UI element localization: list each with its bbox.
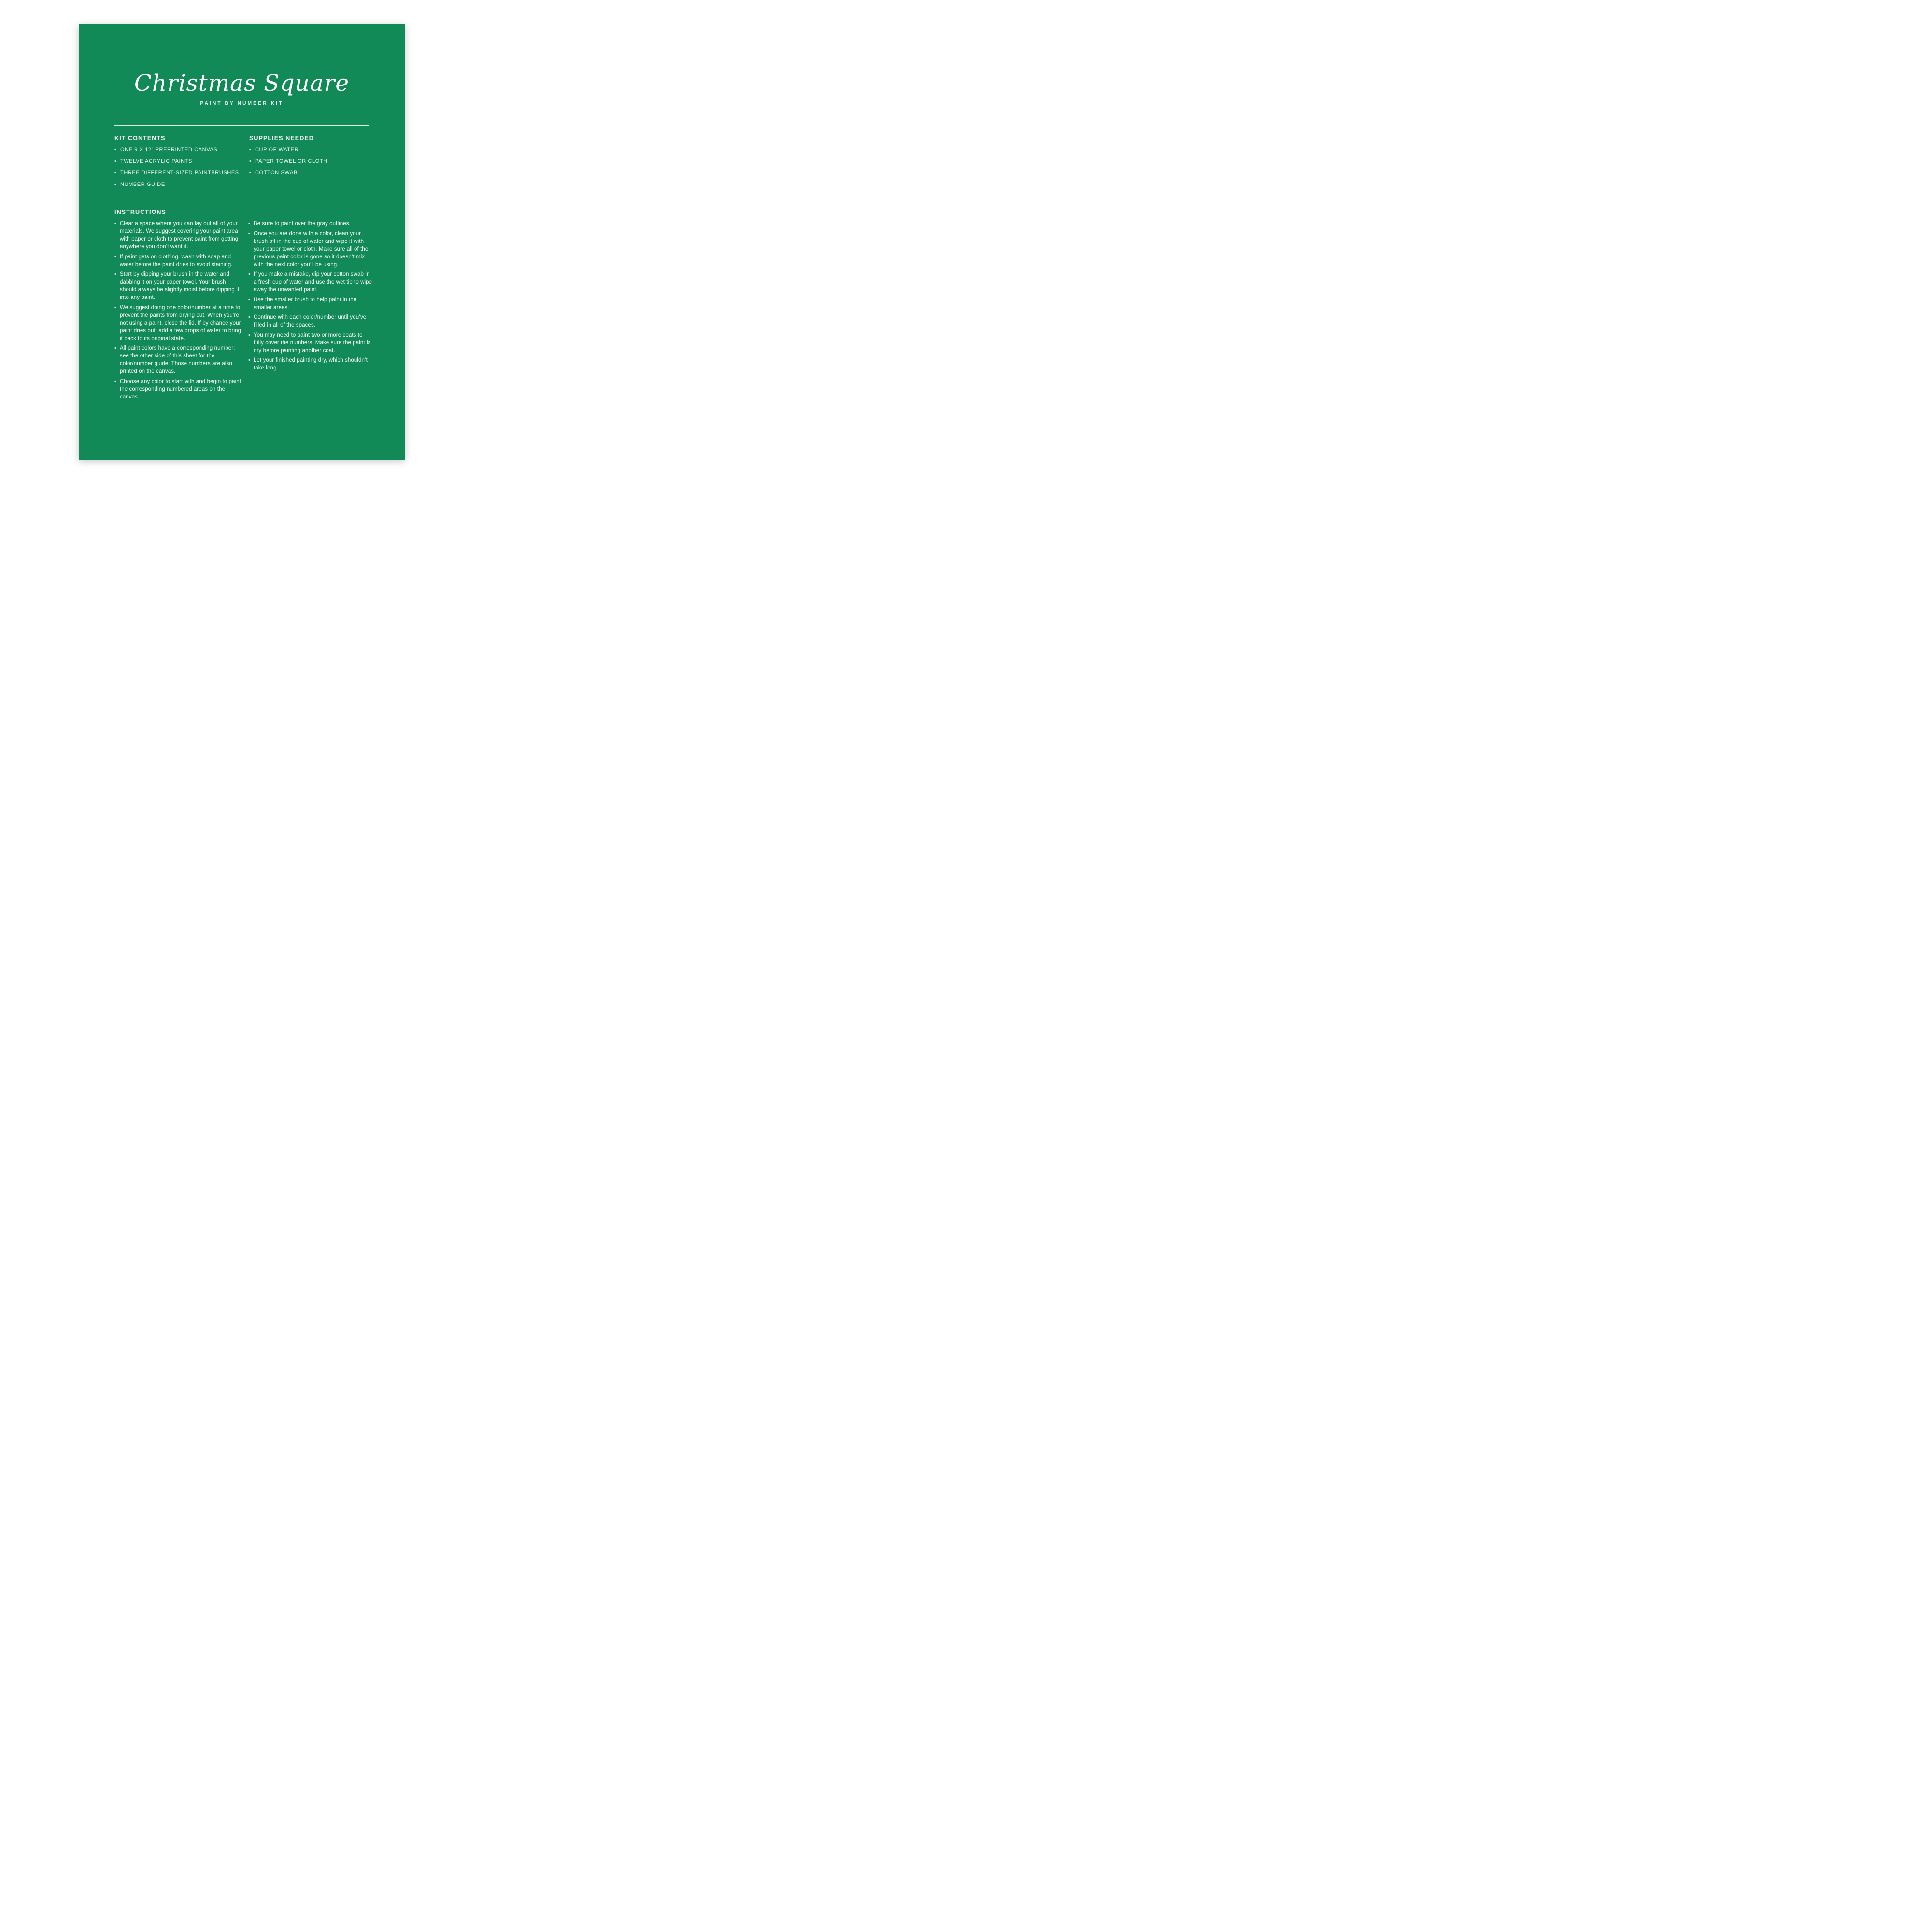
list-item bbox=[249, 144, 370, 156]
supply-item-label: CUP OF WATER bbox=[255, 147, 299, 153]
bullet-icon: • bbox=[248, 332, 250, 338]
bullet-icon: • bbox=[248, 271, 250, 277]
bullet-icon: • bbox=[114, 378, 116, 384]
list-item bbox=[248, 331, 373, 355]
page-title: Christmas Square bbox=[134, 70, 350, 97]
divider-top bbox=[114, 125, 369, 126]
instruction-text: Use the smaller brush to help paint in the smaller areas. bbox=[254, 297, 357, 311]
kit-item-label: THREE DIFFERENT-SIZED PAINTBRUSHES bbox=[120, 170, 239, 176]
instructions-left-column bbox=[114, 220, 242, 403]
supplies-needed-list bbox=[249, 144, 370, 179]
list-item bbox=[114, 167, 245, 179]
bullet-icon: • bbox=[114, 182, 117, 187]
bullet-icon: • bbox=[248, 357, 250, 363]
list-item bbox=[114, 304, 242, 342]
instruction-text: We suggest doing one color/number at a time to prevent the paints from drying out. When you’re not using a paint, close the lid. If by chance your paint dries out, add a few drops of water to bring it back to its original state. bbox=[120, 304, 242, 341]
bullet-icon: • bbox=[114, 304, 116, 311]
instruction-text: You may need to paint two or more coats to fully cover the numbers. Make sure the paint is dry before painting another coat. bbox=[254, 332, 371, 354]
list-item bbox=[248, 220, 373, 227]
bullet-icon: • bbox=[114, 170, 117, 176]
list-item bbox=[248, 356, 373, 372]
instruction-text: Be sure to paint over the gray outlines. bbox=[254, 221, 351, 227]
bullet-icon: • bbox=[248, 297, 250, 303]
bullet-icon: • bbox=[249, 170, 252, 176]
kit-item-label: TWELVE ACRYLIC PAINTS bbox=[120, 158, 192, 164]
list-item bbox=[114, 179, 245, 190]
bullet-icon: • bbox=[248, 314, 250, 320]
instructions-heading: INSTRUCTIONS bbox=[114, 209, 166, 215]
kit-contents-heading: KIT CONTENTS bbox=[114, 135, 166, 142]
bullet-icon: • bbox=[249, 147, 252, 153]
list-item bbox=[114, 270, 242, 301]
list-item bbox=[248, 270, 373, 294]
supply-item-label: COTTON SWAB bbox=[255, 170, 298, 176]
instruction-text: Choose any color to start with and begin to paint the corresponding numbered areas on the canvas. bbox=[120, 378, 242, 400]
list-item bbox=[114, 220, 242, 251]
instruction-sheet bbox=[79, 24, 405, 460]
bullet-icon: • bbox=[114, 254, 116, 260]
list-item bbox=[248, 230, 373, 269]
instruction-text: Start by dipping your brush in the water and dabbing it on your paper towel. Your brush should always be slightly moist before dipping it into any paint. bbox=[120, 271, 240, 300]
instruction-text: Once you are done with a color, clean your brush off in the cup of water and wipe it with your paper towel or cloth. Make sure all of the previous paint color is gone so it doesn’t mix with the next color you’ll be using. bbox=[254, 230, 369, 268]
instruction-text: Clear a space where you can lay out all of your materials. We suggest covering your paint area with paper or cloth to prevent paint from getting anywhere you don’t want it. bbox=[120, 221, 239, 250]
list-item bbox=[114, 344, 242, 375]
list-item bbox=[249, 167, 370, 179]
list-item bbox=[114, 144, 245, 156]
bullet-icon: • bbox=[114, 221, 116, 227]
list-item bbox=[114, 253, 242, 269]
instruction-text: All paint colors have a corresponding number; see the other side of this sheet for the color/number guide. Those numbers are also printed on the canvas. bbox=[120, 345, 235, 374]
bullet-icon: • bbox=[114, 158, 117, 164]
list-item bbox=[248, 296, 373, 312]
bullet-icon: • bbox=[114, 271, 116, 277]
list-item bbox=[248, 313, 373, 329]
bullet-icon: • bbox=[249, 158, 252, 164]
bullet-icon: • bbox=[114, 345, 116, 351]
list-item bbox=[249, 156, 370, 167]
instruction-text: Continue with each color/number until you’ve filled in all of the spaces. bbox=[254, 314, 367, 328]
list-item bbox=[114, 156, 245, 167]
kit-item-label: ONE 9 X 12” PREPRINTED CANVAS bbox=[120, 147, 218, 153]
kit-contents-list bbox=[114, 144, 245, 190]
list-item bbox=[114, 378, 242, 401]
instruction-text: If you make a mistake, dip your cotton swab in a fresh cup of water and use the wet tip to wipe away the unwanted paint. bbox=[254, 271, 372, 293]
bullet-icon: • bbox=[248, 230, 250, 237]
instructions-right-column bbox=[248, 220, 373, 374]
bullet-icon: • bbox=[114, 147, 117, 153]
instruction-text: Let your finished painting dry, which shouldn’t take long. bbox=[254, 357, 368, 371]
page-subtitle: PAINT BY NUMBER KIT bbox=[200, 101, 284, 106]
instruction-text: If paint gets on clothing, wash with soap and water before the paint dries to avoid staining. bbox=[120, 254, 233, 268]
supplies-needed-heading: SUPPLIES NEEDED bbox=[249, 135, 314, 142]
bullet-icon: • bbox=[248, 221, 250, 227]
kit-item-label: NUMBER GUIDE bbox=[120, 182, 165, 187]
supply-item-label: PAPER TOWEL OR CLOTH bbox=[255, 158, 327, 164]
